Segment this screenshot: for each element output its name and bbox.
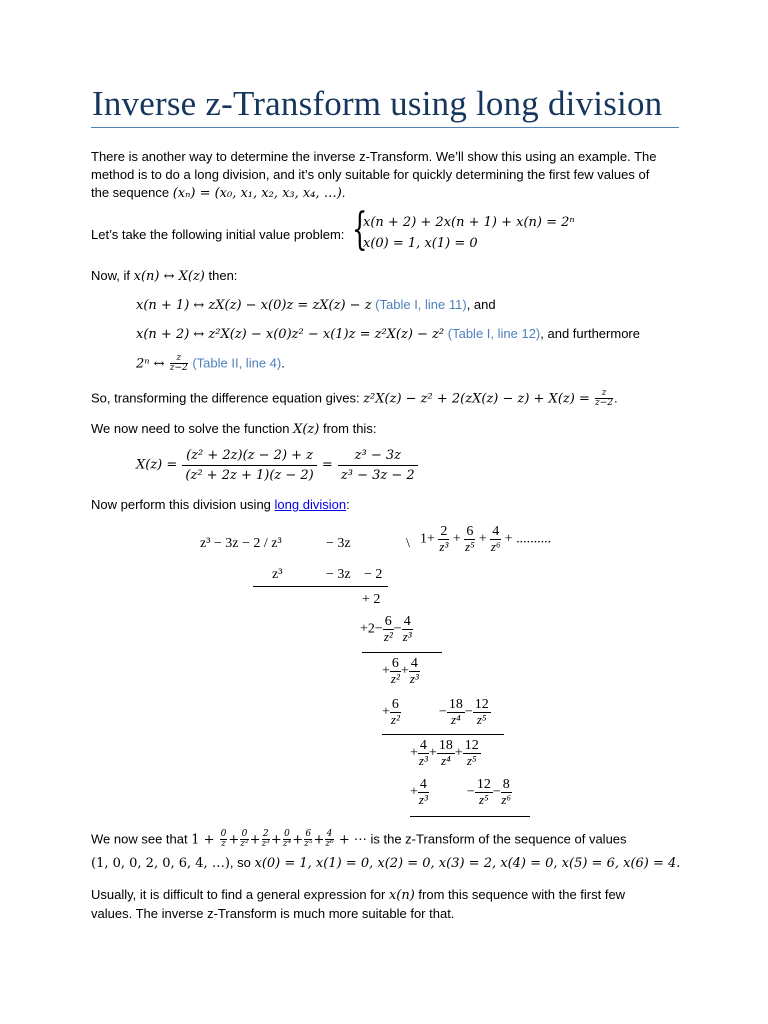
- series-start: 1 +: [191, 832, 219, 848]
- transform-frac-num: z: [595, 389, 613, 399]
- conclusion-line-1: We now see that 1 + $\frac{0}{z}$ + $\frac{0}{\text{z²}}$ + $\frac{2}{\text{z³}}$ + $\frac{0}{\text{z⁴}}$ + $\frac{6}{\text{z⁵}}$ + $\frac{4}{\text{z⁶}}$ + ⋯ is the z-Transform of the sequence of values: [91, 829, 627, 850]
- series-term-2: [240, 830, 248, 850]
- xz-den-2: z³ − 3z − 2: [340, 468, 415, 483]
- r5-frac-3: [473, 697, 491, 728]
- s5-den: z⁵: [304, 839, 313, 850]
- ld-row-5: [382, 697, 491, 728]
- xz-lhs: X(z) =: [136, 457, 182, 473]
- r3-f2-num: 4: [403, 614, 411, 629]
- q1-sign: +: [452, 531, 461, 547]
- series-term-5: [304, 830, 312, 850]
- shift-1-line: [136, 296, 496, 315]
- quotient-term-1: [438, 524, 449, 555]
- shift-1-math: x(n + 1) ↔ zX(z) − x(0)z = zX(z) − z: [136, 298, 372, 313]
- closing-lead: Usually, it is difficult to find a general expression for: [91, 887, 389, 902]
- series-term-3: [262, 830, 270, 850]
- r6-frac-3: [463, 738, 481, 769]
- ld-divisor: z³ − 3z − 2 / z³: [200, 536, 282, 551]
- r4-f1-den: z²: [390, 671, 400, 687]
- r5-f3-num: 12: [474, 697, 489, 712]
- ld-row-1-c: − 2: [364, 567, 383, 582]
- power-frac-num: z: [170, 354, 188, 364]
- q3-den: z⁶: [490, 539, 501, 555]
- r7-f2-den: z⁵: [479, 792, 489, 808]
- q1-num: 2: [440, 524, 448, 539]
- s1-num: 0: [220, 829, 227, 839]
- r6-f1-num: 4: [419, 738, 427, 753]
- xz-fraction-1: [182, 446, 316, 485]
- value-list: x(0) = 1, x(1) = 0, x(2) = 0, x(3) = 2, x(4) = 0, x(5) = 6, x(6) = 4.: [254, 856, 681, 871]
- power-frac-den: z−2: [169, 363, 188, 374]
- intro-line-3-prefix: the sequence: [91, 185, 173, 200]
- solve-line: [91, 420, 376, 439]
- r3-frac-1: [383, 614, 394, 645]
- solve-tail: from this:: [319, 421, 377, 436]
- xz-equals: =: [317, 457, 337, 473]
- r3-mid: −: [393, 621, 402, 637]
- s4-den: z⁴: [282, 839, 292, 850]
- transform-fraction: [595, 389, 613, 409]
- xz-fraction-2: [338, 446, 418, 485]
- quotient-term-3: [490, 524, 501, 555]
- xz-den-1: (z² + 2z + 1)(z − 2): [185, 468, 314, 483]
- page-title: Inverse z-Transform using long division: [92, 84, 663, 123]
- transform-pair: x(n) ↔ X(z): [133, 269, 205, 284]
- closing-line-1: [91, 886, 625, 905]
- r3-frac-2: [402, 614, 413, 645]
- system-brace: {: [352, 204, 368, 255]
- closing-tail: from this sequence with the first few: [414, 887, 626, 902]
- r4-lead: +: [382, 663, 390, 679]
- power-reference: (Table II, line 4): [192, 355, 282, 371]
- perform-line: [91, 496, 350, 514]
- ld-row-4: [382, 656, 420, 687]
- value-sequence: (1, 0, 0, 2, 0, 6, 4, …): [91, 856, 230, 871]
- transform-math: z²X(z) − z² + 2(zX(z) − z) + X(z) =: [363, 391, 594, 407]
- shift-2-tail: , and furthermore: [540, 326, 640, 341]
- power-fraction: [170, 354, 188, 374]
- r4-f1-num: 6: [391, 656, 399, 671]
- conclusion-so: , so: [229, 855, 255, 870]
- series-term-1: [220, 830, 228, 850]
- power-tail: .: [281, 355, 285, 371]
- s2-num: 0: [241, 829, 248, 839]
- r6-f3-den: z⁵: [466, 753, 477, 769]
- transform-line: [91, 389, 618, 409]
- series-term-6: [325, 830, 333, 850]
- transform-lead: So, transforming the difference equation gives:: [91, 390, 364, 406]
- ld-rule-2: [362, 652, 442, 653]
- r5-frac-1: [390, 697, 401, 728]
- r5-f2-num: 18: [448, 697, 463, 712]
- ld-division-bar: \: [406, 536, 410, 551]
- r7-mid: −: [466, 784, 475, 800]
- s3-den: z³: [261, 839, 270, 850]
- q2-num: 6: [466, 524, 474, 539]
- series-end: + ⋯: [334, 832, 367, 848]
- r5-mid: −: [438, 704, 447, 720]
- solve-math: X(z): [293, 422, 320, 437]
- ld-quotient: [420, 524, 551, 555]
- r3-lead: +2−: [360, 621, 383, 637]
- transform-tail: .: [613, 390, 618, 406]
- ld-row-6: [410, 738, 481, 769]
- r5-frac-2: [447, 697, 465, 728]
- r7-f3-num: 8: [502, 777, 510, 792]
- r6-lead: +: [410, 745, 418, 761]
- s6-num: 4: [326, 829, 333, 839]
- quotient-start: 1+: [420, 531, 435, 547]
- r7-f1-den: z³: [418, 792, 428, 808]
- r6-frac-1: [418, 738, 429, 769]
- r7-f2-num: 12: [476, 777, 491, 792]
- ld-row-7: [410, 777, 512, 808]
- r3-f1-den: z²: [383, 629, 393, 645]
- quotient-tail: + ..........: [504, 531, 552, 547]
- intro-line-3-suffix: .: [341, 185, 346, 200]
- r6-mid: +: [428, 745, 437, 761]
- s2-den: z²: [240, 839, 249, 850]
- r7-frac-1: [418, 777, 429, 808]
- conclusion-line-2: [91, 854, 680, 873]
- r5-mid-2: −: [464, 704, 473, 720]
- sequence-math: (xₙ) = (x₀, x₁, x₂, x₃, x₄, …): [172, 186, 342, 201]
- r3-f2-den: z³: [402, 629, 412, 645]
- r5-lead: +: [382, 704, 390, 720]
- perform-tail: :: [346, 497, 350, 512]
- now-if-line: [91, 267, 237, 286]
- r6-mid-2: +: [454, 745, 463, 761]
- r5-f3-den: z⁵: [476, 712, 487, 728]
- ld-rule-1: [253, 586, 388, 587]
- shift-1-tail: , and: [466, 297, 496, 312]
- intro-line-1: There is another way to determine the inverse z-Transform. We’ll show this using an example. The: [91, 149, 657, 164]
- shift-2-line: [136, 325, 640, 344]
- ld-row-1-b: − 3z: [326, 567, 351, 582]
- r5-f2-den: z⁴: [451, 712, 461, 728]
- q2-sign: +: [478, 531, 487, 547]
- r4-f2-den: z³: [409, 671, 419, 687]
- conclusion-lead: We now see that: [91, 831, 192, 847]
- r5-f1-den: z²: [390, 712, 400, 728]
- ivp-lead: Let’s take the following initial value problem:: [91, 227, 345, 242]
- r7-f3-den: z⁶: [501, 792, 512, 808]
- difference-equation: x(n + 2) + 2x(n + 1) + x(n) = 2ⁿ: [363, 215, 575, 230]
- r7-lead: +: [410, 784, 418, 800]
- title-underline: [91, 127, 679, 128]
- closing-math: x(n): [388, 888, 415, 903]
- power-math: 2ⁿ ↔: [136, 356, 169, 372]
- s6-den: z⁶: [325, 839, 334, 850]
- r4-frac-1: [390, 656, 401, 687]
- intro-line-2: method is to do a long division, and it’s only suitable for quickly determining the first few values of: [91, 167, 650, 182]
- r5-f1-num: 6: [391, 697, 399, 712]
- q2-den: z⁵: [465, 539, 475, 555]
- shift-2-math: x(n + 2) ↔ z²X(z) − x(0)z² − x(1)z = z²X(z) − z²: [136, 327, 445, 342]
- r7-frac-3: [501, 777, 512, 808]
- r7-f1-num: 4: [419, 777, 427, 792]
- r7-frac-2: [475, 777, 493, 808]
- r6-frac-2: [437, 738, 455, 769]
- conclusion-tail: is the z-Transform of the sequence of values: [366, 831, 627, 847]
- xz-equation: [136, 446, 419, 485]
- s4-num: 0: [284, 829, 290, 839]
- r4-f2-num: 4: [410, 656, 418, 671]
- r6-f3-num: 12: [464, 738, 479, 753]
- s1-den: z: [221, 839, 226, 850]
- ld-rule-4: [410, 816, 530, 817]
- q1-den: z³: [439, 539, 449, 555]
- ld-rule-3: [382, 734, 504, 735]
- s5-num: 6: [305, 829, 312, 839]
- r7-mid-2: −: [492, 784, 501, 800]
- r6-f2-num: 18: [438, 738, 453, 753]
- intro-line-3: [91, 184, 345, 203]
- ld-dividend-rest: − 3z: [326, 536, 351, 551]
- solve-lead: We now need to solve the function: [91, 421, 294, 436]
- initial-conditions: x(0) = 1, x(1) = 0: [363, 236, 478, 251]
- r6-f1-den: z³: [418, 753, 428, 769]
- r4-frac-2: [409, 656, 420, 687]
- s3-num: 2: [262, 829, 269, 839]
- transform-frac-den: z−2: [594, 398, 613, 409]
- q3-num: 4: [492, 524, 500, 539]
- series-term-4: [283, 830, 291, 850]
- now-if-lead: Now, if: [91, 268, 134, 283]
- r6-f2-den: z⁴: [441, 753, 451, 769]
- ld-row-3: [360, 614, 413, 645]
- now-if-tail: then:: [204, 268, 238, 283]
- long-division-link[interactable]: long division: [274, 497, 347, 512]
- closing-line-2: values. The inverse z-Transform is much more suitable for that.: [91, 906, 455, 921]
- ld-row-1-a: z³: [272, 567, 283, 582]
- power-line: [136, 354, 285, 374]
- quotient-term-2: [464, 524, 475, 555]
- r3-f1-num: 6: [384, 614, 392, 629]
- ld-row-2: + 2: [362, 592, 381, 607]
- perform-lead: Now perform this division using: [91, 497, 275, 512]
- xz-num-2: z³ − 3z: [338, 446, 418, 466]
- shift-2-reference: (Table I, line 12): [447, 326, 541, 341]
- r4-mid: +: [400, 663, 409, 679]
- shift-1-reference: (Table I, line 11): [375, 297, 467, 312]
- xz-num-1: (z² + 2z)(z − 2) + z: [182, 446, 316, 466]
